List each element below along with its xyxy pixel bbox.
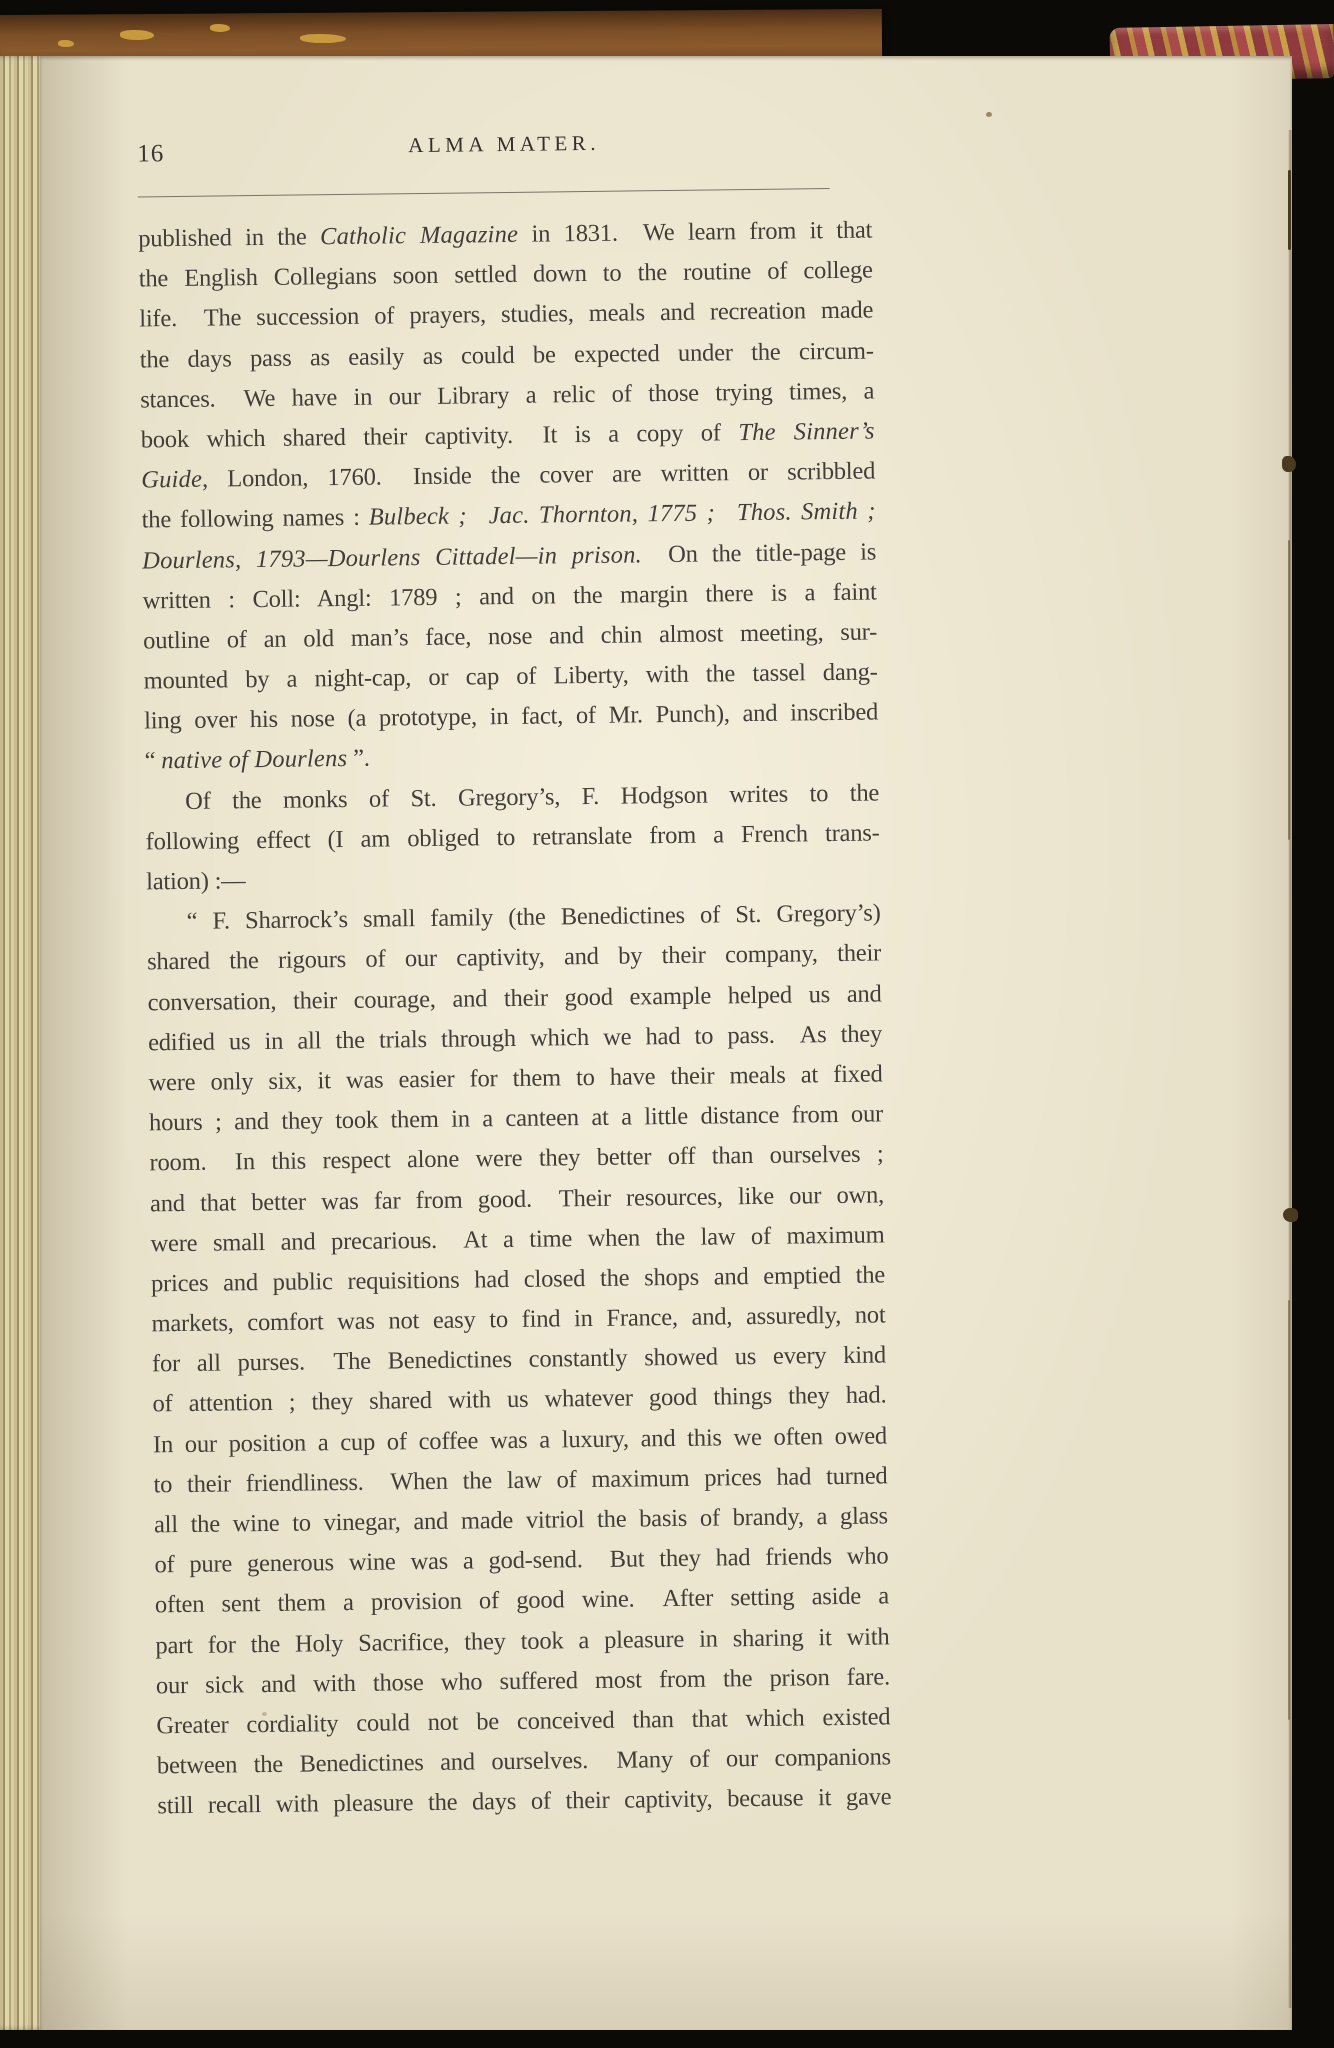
- printed-page-content: [137, 128, 892, 1827]
- text-line: the days pass as easily as could be expected under the circum-: [139, 337, 874, 374]
- text-line: ling over his nose (a prototype, in fact, of Mr. Punch), and inscribed: [144, 698, 879, 735]
- text-line: “ F. Sharrock’s small family (the Benedictines of St. Gregory’s): [186, 899, 881, 936]
- text-line: edified us in all the trials through which we had to pass. As they: [147, 1020, 883, 1057]
- text-line: between the Benedictines and ourselves. Many of our companions: [156, 1743, 892, 1780]
- gilt-fleck: [300, 34, 346, 43]
- gilt-fleck: [58, 40, 74, 47]
- text-line: outline of an old man’s face, nose and chin almost meeting, sur-: [143, 618, 878, 655]
- text-line: prices and public requisitions had closed the shops and emptied the: [150, 1261, 886, 1298]
- text-line: of pure generous wine was a god-send. But they had friends who: [154, 1542, 889, 1579]
- binding-mark: [1282, 456, 1296, 472]
- text-line: shared the rigours of our captivity, and by their company, their: [146, 939, 882, 976]
- page-gutter-crease: [1288, 130, 1292, 2008]
- text-line: to their friendliness. When the law of maximum prices had turned: [153, 1462, 888, 1499]
- header-rule: [138, 188, 830, 197]
- binding-mark: [1288, 170, 1291, 250]
- text-line: Guide, London, 1760. Inside the cover are written or scribbled: [141, 457, 876, 494]
- binding-mark: [1288, 540, 1290, 840]
- text-line: Of the monks of St. Gregory’s, F. Hodgson writes to the: [184, 779, 880, 815]
- text-line: written : Coll: Angl: 1789 ; and on the margin there is a faint: [142, 578, 877, 615]
- text-line: “ native of Dourlens ”.: [144, 745, 370, 775]
- text-line: published in the Catholic Magazine in 1831. We learn from it that: [138, 216, 873, 253]
- text-line: all the wine to vinegar, and made vitriol the basis of brandy, a glass: [153, 1502, 889, 1539]
- gilt-fleck: [120, 30, 154, 40]
- text-line: of attention ; they shared with us whatever good things they had.: [152, 1381, 887, 1418]
- text-line: were small and precarious. At a time when the law of maximum: [150, 1221, 885, 1258]
- text-line: stances. We have in our Library a relic of those trying times, a: [140, 377, 875, 414]
- text-line: and that better was far from good. Their resources, like our own,: [149, 1180, 885, 1217]
- text-line: were only six, it was easier for them to have their meals at fixed: [148, 1060, 883, 1097]
- text-line: markets, comfort was not easy to find in France, and, assuredly, not: [151, 1301, 886, 1338]
- binding-mark: [1283, 1208, 1298, 1222]
- text-line: our sick and with those who suffered most from the prison fare.: [155, 1663, 891, 1700]
- text-line: part for the Holy Sacrifice, they took a pleasure in sharing it with: [155, 1622, 890, 1659]
- text-line: hours ; and they took them in a canteen at a little distance from our: [148, 1100, 884, 1137]
- paper-speck: [986, 112, 992, 117]
- text-line: lation) :—: [145, 867, 246, 896]
- page-body-text: [138, 211, 892, 1827]
- text-line: conversation, their courage, and their good example helped us and: [147, 980, 882, 1016]
- text-line: life. The succession of prayers, studies, meals and recreation made: [139, 296, 874, 333]
- text-line: the English Collegians soon settled down to the routine of college: [138, 256, 873, 293]
- binding-mark: [1288, 1300, 1290, 1720]
- page-number: 16: [137, 140, 165, 168]
- running-header-title: ALMA MATER.: [408, 130, 601, 158]
- text-line: still recall with pleasure the days of their captivity, because it gave: [157, 1783, 892, 1820]
- gilt-fleck: [210, 24, 230, 32]
- text-line: Dourlens, 1793—Dourlens Cittadel—in prison. On the title-page is: [142, 537, 877, 574]
- text-line: room. In this respect alone were they better off than ourselves ;: [149, 1140, 884, 1177]
- text-line: In our position a cup of coffee was a luxury, and this we often owed: [152, 1422, 888, 1459]
- text-line: for all purses. The Benedictines constantly showed us every kind: [151, 1341, 887, 1378]
- text-line: Greater cordiality could not be conceived than that which existed: [156, 1703, 891, 1740]
- text-line: mounted by a night-cap, or cap of Liberty, with the tassel dang-: [143, 658, 878, 695]
- text-line: the following names : Bulbeck ; Jac. Thornton, 1775 ; Thos. Smith ;: [141, 497, 876, 534]
- running-header-row: [137, 128, 871, 173]
- text-line: following effect (I am obliged to retranslate from a French trans-: [145, 819, 880, 856]
- text-line: often sent them a provision of good wine. After setting aside a: [154, 1582, 890, 1619]
- text-line: book which shared their captivity. It is a copy of The Sinner’s: [140, 417, 875, 454]
